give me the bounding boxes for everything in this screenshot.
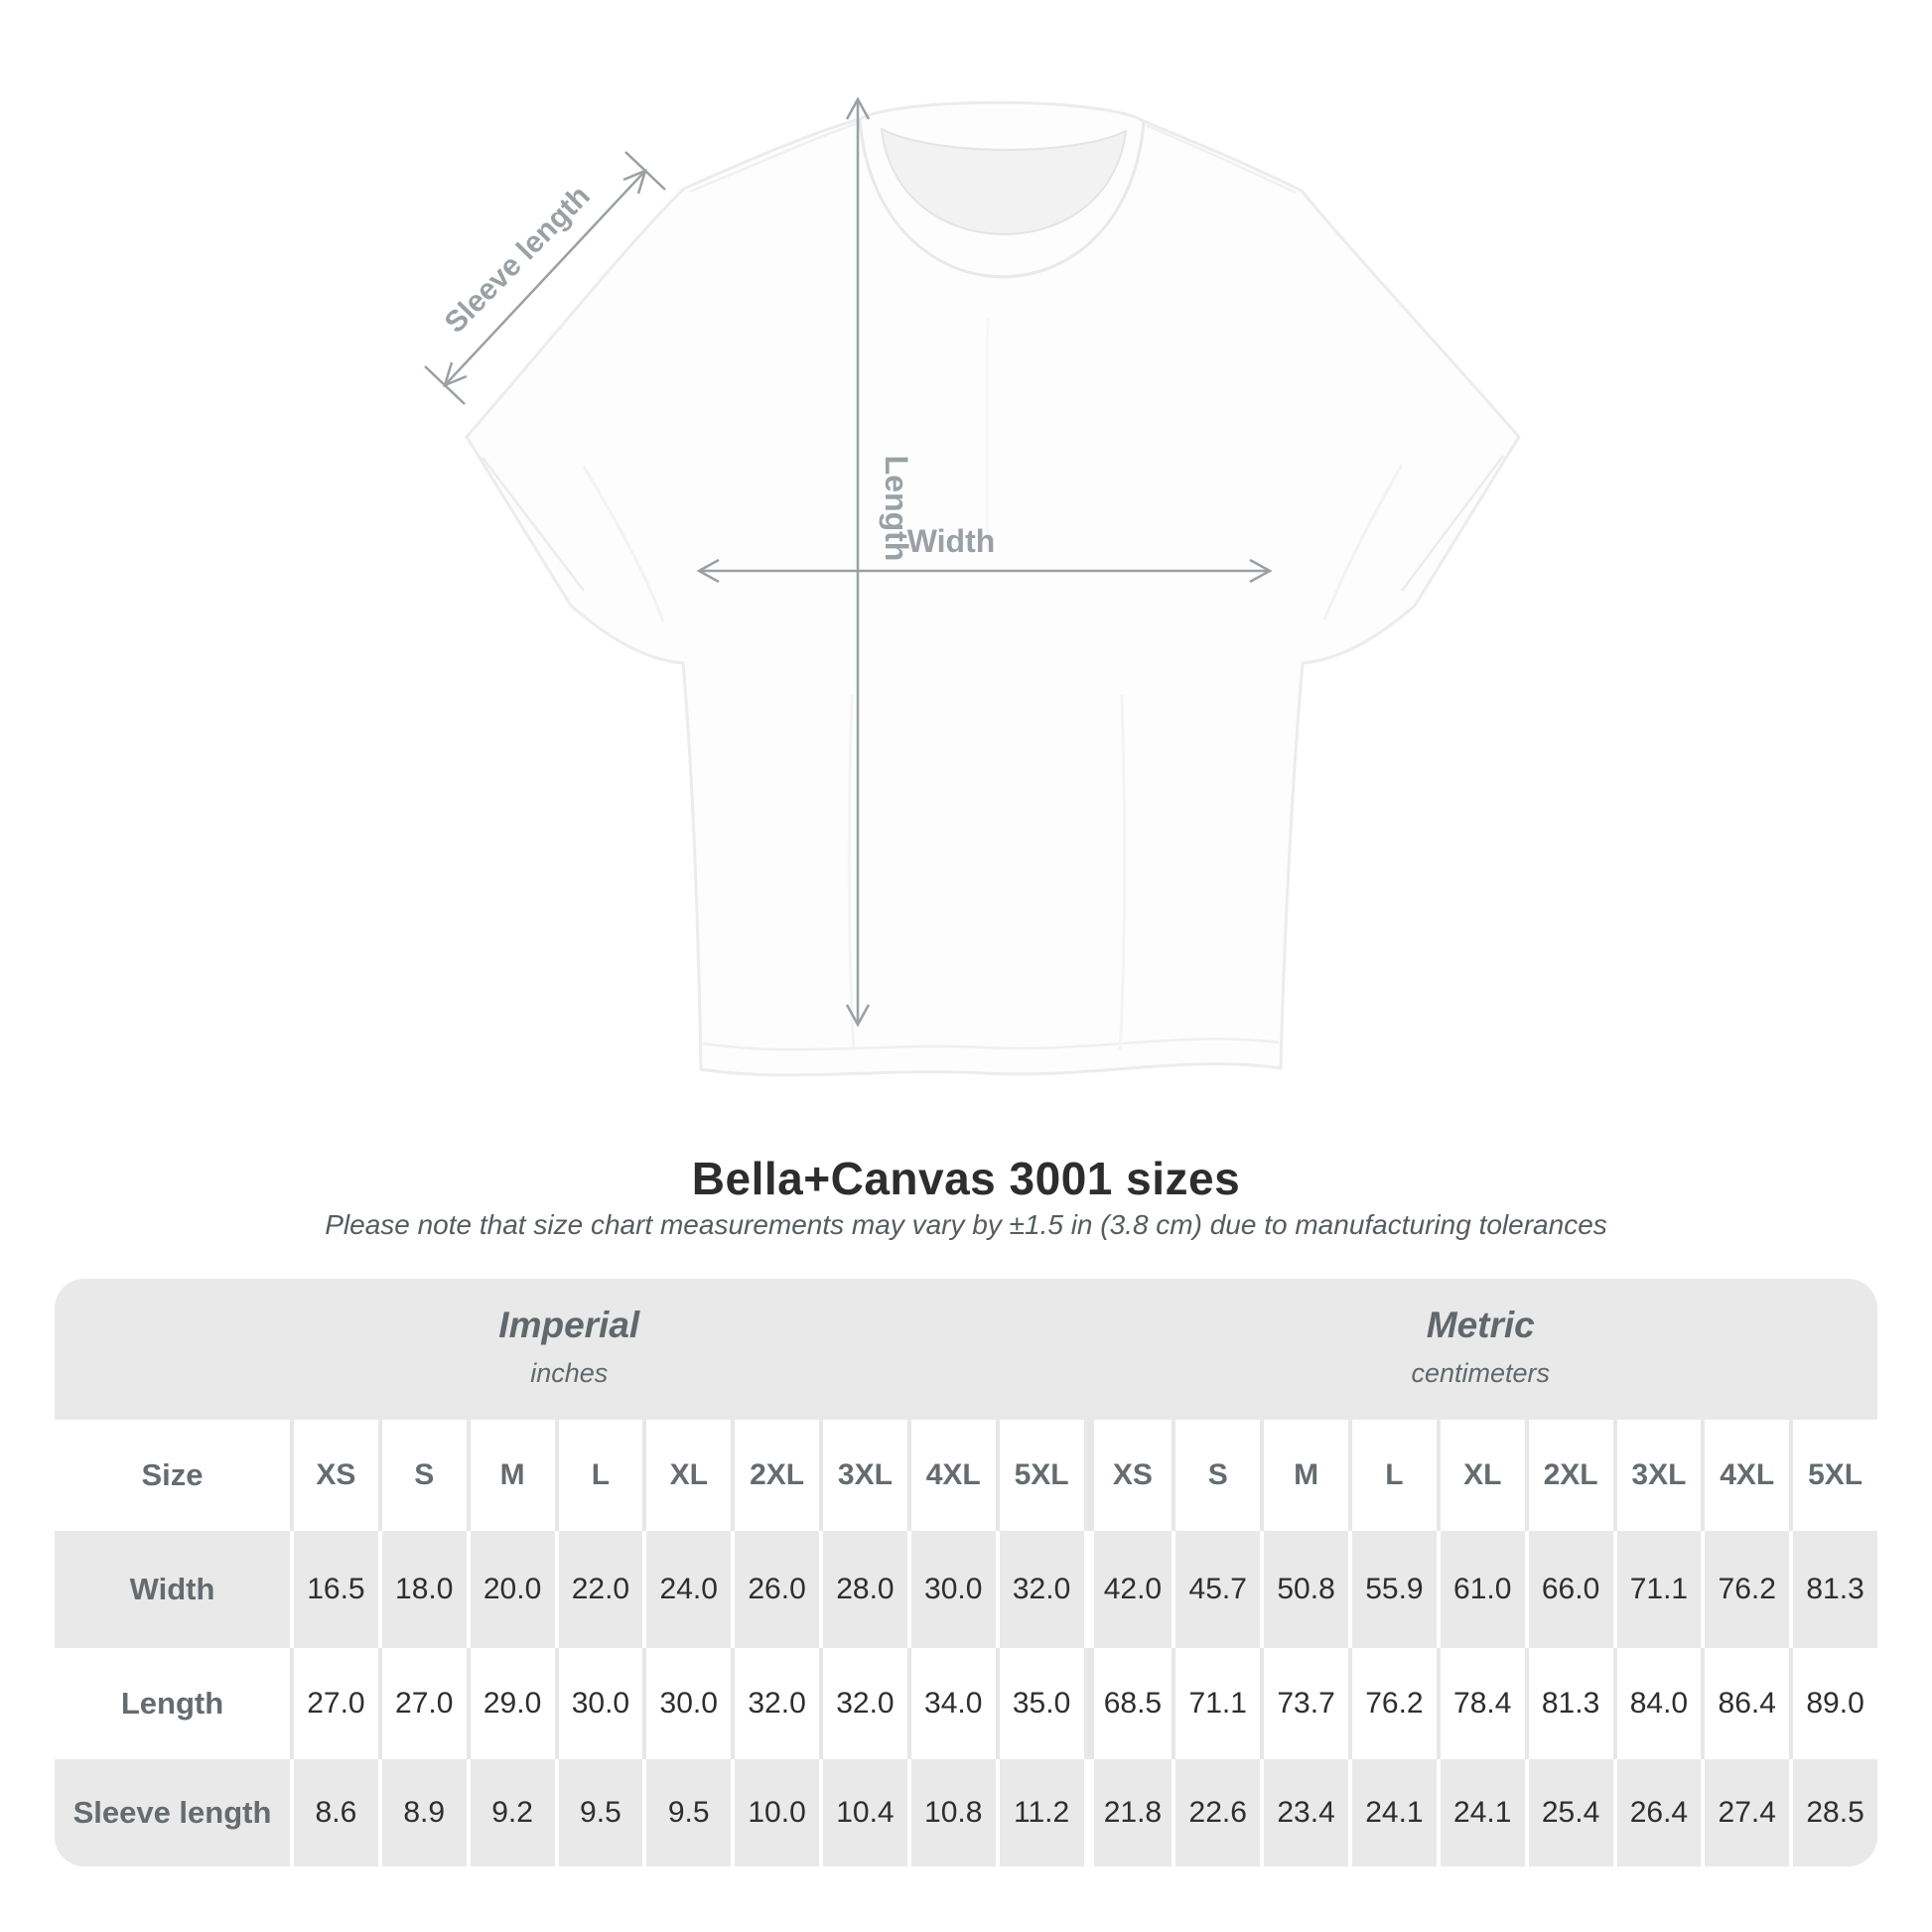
length-row-label: Length [55, 1648, 290, 1759]
sleeve-imperial-4xl: 10.8 [907, 1759, 996, 1866]
size-header-metric-xs: XS [1084, 1420, 1173, 1531]
size-header-imperial-3xl: 3XL [819, 1420, 907, 1531]
sleeve-imperial-5xl: 11.2 [996, 1759, 1084, 1866]
sleeve-metric-xs: 21.8 [1084, 1759, 1173, 1866]
width-metric-m: 50.8 [1260, 1531, 1348, 1648]
length-label: Length [879, 455, 914, 562]
width-imperial-2xl: 26.0 [731, 1531, 819, 1648]
width-imperial-l: 22.0 [555, 1531, 643, 1648]
width-row-label: Width [55, 1531, 290, 1648]
metric-group-header [1084, 1279, 1878, 1420]
sleeve-imperial-xl: 9.5 [642, 1759, 731, 1866]
page-subtitle: Please note that size chart measurements may vary by ±1.5 in (3.8 cm) due to manufacturing tolerances [325, 1209, 1607, 1240]
sleeve-metric-m: 23.4 [1260, 1759, 1348, 1866]
width-metric-3xl: 71.1 [1613, 1531, 1702, 1648]
length-metric-4xl: 86.4 [1701, 1648, 1789, 1759]
size-header-metric-2xl: 2XL [1525, 1420, 1613, 1531]
width-metric-2xl: 66.0 [1525, 1531, 1613, 1648]
size-header-metric-m: M [1260, 1420, 1348, 1531]
size-header-imperial-4xl: 4XL [907, 1420, 996, 1531]
width-imperial-xs: 16.5 [290, 1531, 378, 1648]
length-imperial-s: 27.0 [378, 1648, 467, 1759]
length-metric-5xl: 89.0 [1789, 1648, 1877, 1759]
sleeve-metric-s: 22.6 [1172, 1759, 1260, 1866]
width-imperial-4xl: 30.0 [907, 1531, 996, 1648]
width-metric-4xl: 76.2 [1701, 1531, 1789, 1648]
width-imperial-xl: 24.0 [642, 1531, 731, 1648]
size-row-label: Size [55, 1420, 290, 1531]
imperial-unit: inches [530, 1357, 609, 1388]
metric-title: Metric [1426, 1304, 1535, 1345]
size-header-imperial-2xl: 2XL [731, 1420, 819, 1531]
length-metric-s: 71.1 [1172, 1648, 1260, 1759]
length-imperial-4xl: 34.0 [907, 1648, 996, 1759]
length-metric-3xl: 84.0 [1613, 1648, 1702, 1759]
length-imperial-3xl: 32.0 [819, 1648, 907, 1759]
width-imperial-s: 18.0 [378, 1531, 467, 1648]
sleeve-imperial-s: 8.9 [378, 1759, 467, 1866]
imperial-title: Imperial [498, 1304, 640, 1345]
metric-unit: centimeters [1411, 1357, 1551, 1388]
sleeve-metric-4xl: 27.4 [1701, 1759, 1789, 1866]
size-header-imperial-m: M [467, 1420, 555, 1531]
size-header-metric-s: S [1172, 1420, 1260, 1531]
size-header-metric-3xl: 3XL [1613, 1420, 1702, 1531]
sleeve-metric-3xl: 26.4 [1613, 1759, 1702, 1866]
sleeve-length-label: Sleeve length [438, 179, 597, 340]
length-imperial-xs: 27.0 [290, 1648, 378, 1759]
width-imperial-5xl: 32.0 [996, 1531, 1084, 1648]
size-header-metric-l: L [1348, 1420, 1437, 1531]
length-imperial-2xl: 32.0 [731, 1648, 819, 1759]
tshirt-outline [467, 102, 1519, 1075]
size-header-metric-5xl: 5XL [1789, 1420, 1877, 1531]
length-imperial-5xl: 35.0 [996, 1648, 1084, 1759]
length-metric-l: 76.2 [1348, 1648, 1437, 1759]
page-title: Bella+Canvas 3001 sizes [691, 1153, 1241, 1204]
imperial-group-header [55, 1279, 1084, 1420]
size-header-imperial-xl: XL [642, 1420, 731, 1531]
width-imperial-m: 20.0 [467, 1531, 555, 1648]
width-label: Width [906, 523, 996, 559]
length-imperial-xl: 30.0 [642, 1648, 731, 1759]
width-metric-xl: 61.0 [1437, 1531, 1525, 1648]
sleeve-metric-2xl: 25.4 [1525, 1759, 1613, 1866]
width-metric-l: 55.9 [1348, 1531, 1437, 1648]
sleeve-metric-5xl: 28.5 [1789, 1759, 1877, 1866]
sleeve-imperial-2xl: 10.0 [731, 1759, 819, 1866]
length-metric-2xl: 81.3 [1525, 1648, 1613, 1759]
length-metric-m: 73.7 [1260, 1648, 1348, 1759]
size-header-imperial-xs: XS [290, 1420, 378, 1531]
sleeve-imperial-l: 9.5 [555, 1759, 643, 1866]
size-header-imperial-l: L [555, 1420, 643, 1531]
size-header-metric-xl: XL [1437, 1420, 1525, 1531]
width-metric-5xl: 81.3 [1789, 1531, 1877, 1648]
sleeve-imperial-xs: 8.6 [290, 1759, 378, 1866]
length-metric-xs: 68.5 [1084, 1648, 1173, 1759]
length-imperial-m: 29.0 [467, 1648, 555, 1759]
size-header-imperial-s: S [378, 1420, 467, 1531]
sleeve-imperial-3xl: 10.4 [819, 1759, 907, 1866]
length-metric-xl: 78.4 [1437, 1648, 1525, 1759]
width-imperial-3xl: 28.0 [819, 1531, 907, 1648]
width-metric-xs: 42.0 [1084, 1531, 1173, 1648]
sleeve-imperial-m: 9.2 [467, 1759, 555, 1866]
sleeve-metric-xl: 24.1 [1437, 1759, 1525, 1866]
size-header-metric-4xl: 4XL [1701, 1420, 1789, 1531]
sleeve-metric-l: 24.1 [1348, 1759, 1437, 1866]
width-metric-s: 45.7 [1172, 1531, 1260, 1648]
size-header-imperial-5xl: 5XL [996, 1420, 1084, 1531]
length-imperial-l: 30.0 [555, 1648, 643, 1759]
sleeve-row-label: Sleeve length [55, 1759, 290, 1866]
size-table [55, 1279, 1877, 1866]
